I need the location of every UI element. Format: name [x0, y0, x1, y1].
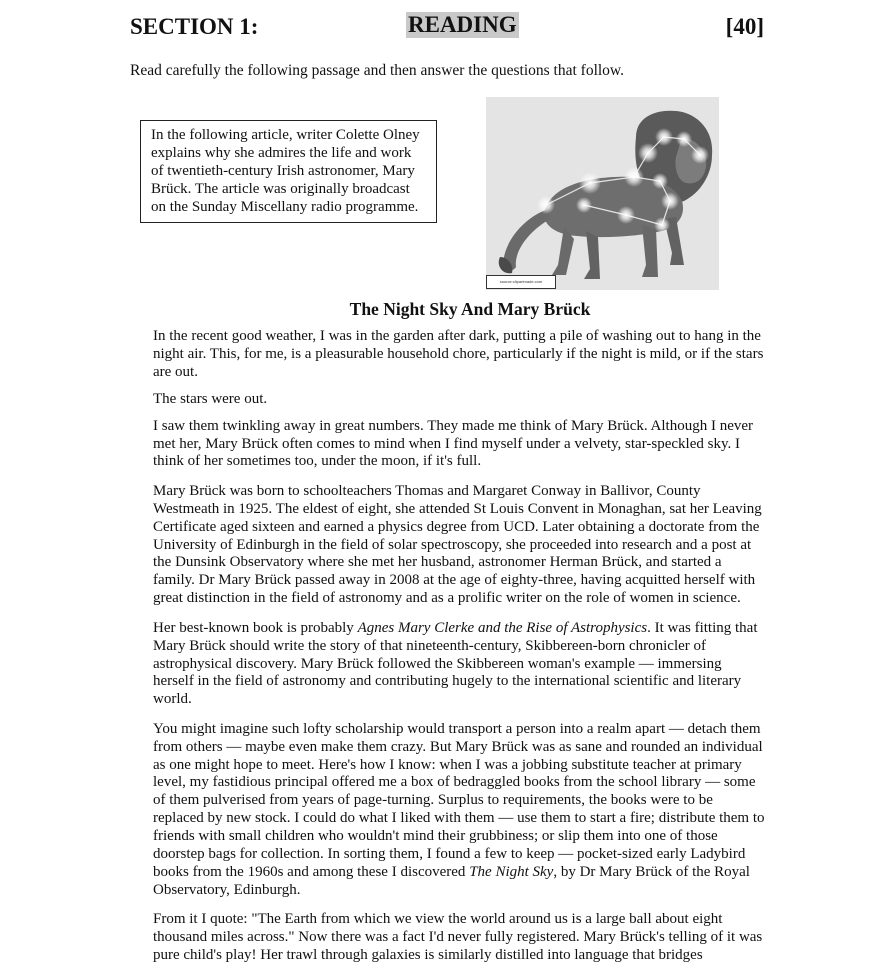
- paragraph-4: Mary Brück was born to schoolteachers Thomas and Margaret Conway in Ballivor, County Westmeath in 1925. The eldest of eight, she attended St Louis Convent in Monaghan, sat her Leaving Certificate aged sixteen and earned a physics degree from UCD. Later obtaining a doctorate from the University of Edinburgh in the field of solar spectroscopy, she proceeded into research and a post at the Dunsink Observatory where she met her husband, astronomer Herman Brück, and started a family. Dr Mary Brück passed away in 2008 at the age of eighty-three, having acquitted herself with great distinction in the field of astronomy and as a prolific writer on the role of women in science.: [153, 482, 762, 607]
- book-title-night-sky: The Night Sky: [469, 863, 554, 880]
- image-credit: source:clipartmade.com: [486, 275, 556, 289]
- section-header: [130, 12, 764, 44]
- instructions: Read carefully the following passage and then answer the questions that follow.: [130, 62, 624, 79]
- article-body: [153, 328, 765, 977]
- lion-constellation-image: [486, 97, 719, 290]
- paragraph-7: From it I quote: "The Earth from which we view the world around us is a large ball about eight thousand miles across." Now there was a fact I'd never fully registered. Mary Brück's telling of it was pure child's play! Her trawl through galaxies is similarly distilled into language that bridges: [153, 911, 763, 964]
- paragraph-6: [153, 721, 765, 900]
- marks-label: [40]: [725, 14, 764, 39]
- section-label: SECTION 1:: [130, 14, 259, 39]
- intro-box: In the following article, writer Colette Olney explains why she admires the life and work of twentieth-century Irish astronomer, Mary Brück. The article was originally broadcast on the Sunday Miscellany radio programme.: [140, 120, 437, 223]
- paragraph-6-start: You might imagine such lofty scholarship would transport a person into a realm apart — detach them from others — maybe even make them crazy. But Mary Brück was as sane and rounded an individual as one might hope to meet. Here's how I know: when I was a jobbing substitute teacher at primary level, my fastidious principal offered me a box of bedraggled books from the school library — some of them pulverised from years of page-turning. Surplus to requirements, the books were to be replaced by new stock. I could do what I liked with them — use them to start a fire; distribute them to friends with small children who wouldn't mind their grubbiness; or slip them into one of those doorstep bags for collection. In sorting them, I found a few to keep — pocket-sized early Ladybird books from the 1960s and among these I discovered: [153, 720, 765, 880]
- lion-illustration: [486, 97, 719, 290]
- paragraph-5: [153, 620, 765, 710]
- section-heading: READING: [408, 12, 517, 37]
- paragraph-5-end: . It was fitting that Mary Brück should write the story of that nineteenth-century, Skibbereen-born chronicler of astrophysical discovery. Mary Brück followed the Skibbereen woman's example — immersing herself in the field of astronomy and contributing hugely to the international scientific and literary world.: [153, 619, 758, 708]
- paragraph-1: In the recent good weather, I was in the garden after dark, putting a pile of washing out to hang in the night air. This, for me, is a pleasurable household chore, particularly if the night is mild, or if the stars are out.: [153, 328, 764, 380]
- paragraph-5-start: Her best-known book is probably: [153, 619, 358, 636]
- paragraph-2: The stars were out.: [153, 390, 268, 407]
- paragraph-3: I saw them twinkling away in great numbers. They made me think of Mary Brück. Although I never met her, Mary Brück often comes to mind when I find myself under a velvety, star-speckled sky. I think of her sometimes too, under the moon, if it's full.: [153, 417, 753, 470]
- book-title-agnes-clerke: Agnes Mary Clerke and the Rise of Astrophysics: [357, 619, 648, 636]
- paragraph-6-end: , by Dr Mary Brück of the Royal Observatory, Edinburgh.: [153, 863, 750, 898]
- article-title: The Night Sky And Mary Brück: [349, 299, 591, 319]
